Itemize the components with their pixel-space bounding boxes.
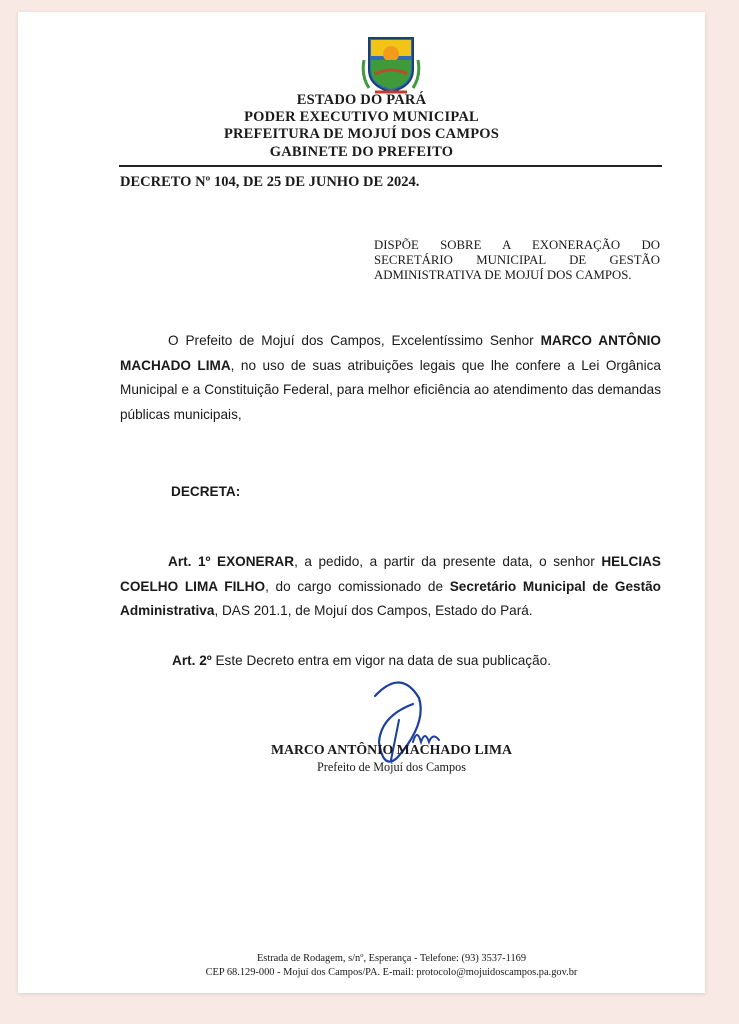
footer-contact: CEP 68.129-000 - Mojuí dos Campos/PA. E-mail: protocolo@mojuidoscampos.pa.gov.br [205,967,578,978]
preamble-text-1: O Prefeito de Mojuí dos Campos, Excelentíssimo Senhor [168,333,541,348]
footer-address: Estrada de Rodagem, s/nº, Esperança - Telefone: (93) 3537-1169 [256,953,527,964]
decree-summary: DISPÕE SOBRE A EXONERAÇÃO DO SECRETÁRIO MUNICIPAL DE GESTÃO ADMINISTRATIVA DE MOJUÍ DOS CAMPOS. [374,238,660,282]
header-office: GABINETE DO PREFEITO [269,144,454,160]
mayor-name: MARCO ANTÔNIO MACHADO LIMA [120,333,661,373]
municipal-coat-of-arms-icon [361,30,421,96]
header-state: ESTADO DO PARÁ [296,92,427,108]
article-1-text-1: , a pedido, a partir da presente data, o senhor [294,554,602,569]
article-1-person: HELCIAS COELHO LIMA FILHO [120,554,661,594]
article-1-text-3: , DAS 201.1, de Mojuí dos Campos, Estado do Pará. [214,603,533,618]
header-branch: PODER EXECUTIVO MUNICIPAL [244,109,479,125]
article-1-position: Secretário Municipal de Gestão Administrativa [120,578,661,618]
article-1-label: Art. 1º EXONERAR [168,554,295,569]
article-2-text: Este Decreto entra em vigor na data de sua publicação. [211,653,552,668]
signer-name: MARCO ANTÔNIO MACHADO LIMA [270,742,513,757]
preamble-text-2: , no uso de suas atribuições legais que lhe confere a Lei Orgânica Municipal e a Constituição Federal, para melhor eficiência ao atendimento das demandas públicas municipais, [120,357,661,422]
decreta-heading: DECRETA: [171,484,241,499]
article-1-paragraph [120,550,661,624]
article-2-paragraph [172,653,551,668]
document-page [18,12,705,993]
signer-role: Prefeito de Mojuí dos Campos [317,760,466,774]
header-city-hall: PREFEITURA DE MOJUÍ DOS CAMPOS [223,126,500,142]
decree-title: DECRETO Nº 104, DE 25 DE JUNHO DE 2024. [120,174,420,190]
preamble-paragraph [120,329,661,427]
article-1-text-2: , do cargo comissionado de [265,578,450,594]
header-divider [119,165,662,167]
article-2-label: Art. 2º [172,653,212,668]
